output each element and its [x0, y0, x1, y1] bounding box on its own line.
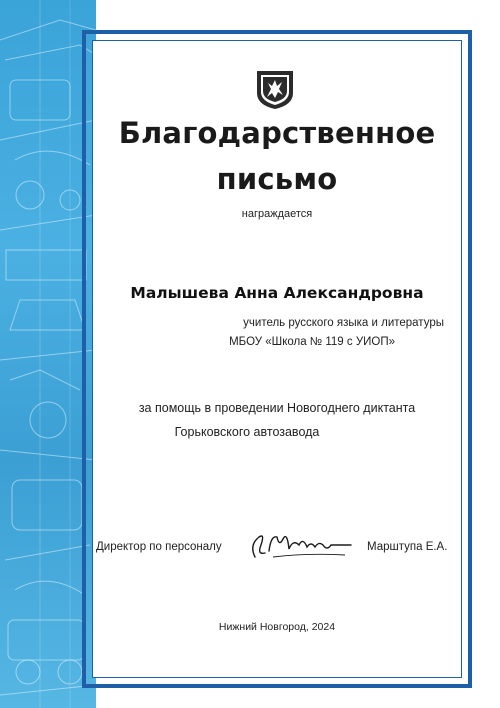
- position-line1: учитель русского языка и литературы: [243, 317, 444, 329]
- certificate-title-line1: Благодарственное: [118, 116, 436, 150]
- position-line2: МБОУ «Школа № 119 с УИОП»: [229, 336, 395, 348]
- recipient-position: [100, 314, 444, 352]
- signature-row: [96, 541, 458, 561]
- reason-line1: за помощь в проведении Новогоднего диктанта: [138, 401, 416, 415]
- signer-role: Директор по персоналу: [96, 541, 222, 553]
- handwritten-signature: [247, 527, 353, 563]
- certificate-title-line2: письмо: [216, 162, 338, 196]
- reason-line2: Горьковского автозавода: [174, 425, 320, 439]
- awarded-label: награждается: [241, 208, 313, 220]
- signer-name: Марштупа Е.А.: [367, 541, 448, 553]
- award-reason: [92, 396, 462, 444]
- deer-emblem-icon: [253, 67, 297, 111]
- recipient-name: Малышева Анна Александровна: [130, 284, 424, 302]
- place-and-date: Нижний Новгород, 2024: [218, 621, 336, 633]
